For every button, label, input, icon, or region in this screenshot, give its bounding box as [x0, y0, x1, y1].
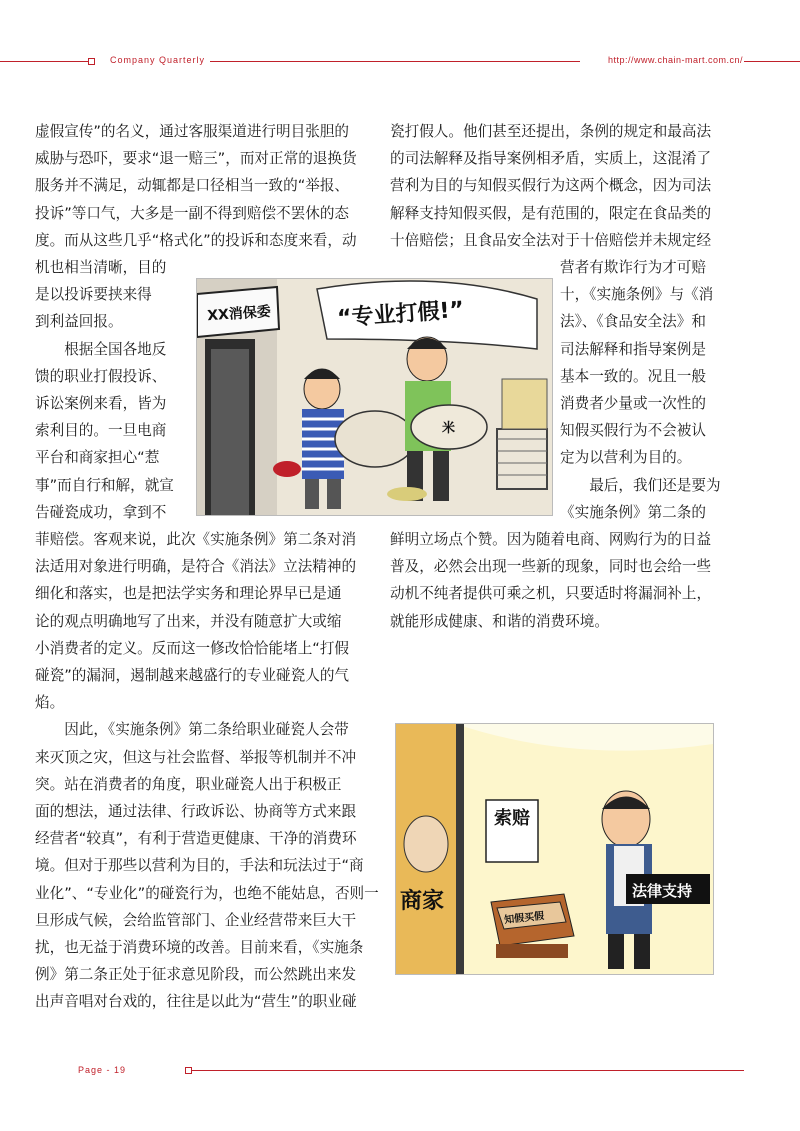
text-line: 《实施条例》第二条的	[560, 503, 706, 521]
cartoon-wall-text: 商家	[400, 889, 445, 914]
cartoon-legal-support	[395, 723, 714, 975]
text-line: 的司法解释及指导案例相矛盾，实质上，这混淆了	[390, 150, 712, 168]
text-line: 馈的职业打假投诉、	[35, 367, 167, 385]
text-line: 营利为目的与知假买假行为这两个概念，因为司法	[390, 177, 712, 195]
header-url[interactable]: http://www.chain-mart.com.cn/	[607, 55, 743, 65]
text-line: 经营者“较真”，有利于营造更健康、干净的消费环	[35, 830, 357, 848]
cartoon-bag-text: 米	[442, 421, 456, 436]
left-column	[35, 118, 380, 254]
cartoon-sign-legal-text: 法律支持	[632, 882, 693, 900]
text-line: 营者有欺诈行为才可赔	[560, 259, 706, 276]
header-rule-left	[0, 61, 88, 62]
text-line: 突。站在消费者的角度，职业碰瓷人出于积极正	[35, 775, 342, 793]
text-line: 威胁与恐吓，要求“退一赔三”，而对正常的退换货	[35, 150, 357, 168]
text-line: 扰，也无益于消费环境的改善。目前来看，《实施条	[35, 939, 364, 957]
text-line: 投诉”等口气，大多是一副不得到赔偿不罢休的态	[35, 204, 350, 222]
text-line: 服务并不满足，动辄都是口径相当一致的“举报、	[35, 177, 350, 195]
text-line: 来灭顶之灾，但这与社会监督、举报等机制并不冲	[35, 748, 357, 766]
cartoon-bubble-text: “专业打假!”	[336, 297, 465, 332]
text-line: 十，《实施条例》与《消	[560, 286, 714, 304]
right-column	[390, 118, 735, 254]
text-line: 瓷打假人。他们甚至还提出，条例的规定和最高法	[390, 123, 712, 140]
text-line: 例》第二条正处于征求意见阶段，而公然跳出来发	[35, 966, 357, 984]
text-line: 告碰瓷成功，拿到不	[35, 503, 167, 521]
right-column-wrap	[560, 254, 735, 526]
text-line: 细化和落实，也是把法学实务和理论界早已是通	[35, 585, 342, 603]
text-line: 到利益回报。	[35, 313, 123, 331]
text-line: 业化”、“专业化”的碰瓷行为，也绝不能姑息，否则一	[35, 884, 379, 902]
cartoon-paper-text: 索赔	[494, 808, 530, 829]
text-line: 境。但对于那些以营利为目的，手法和玩法过于“商	[35, 857, 364, 875]
text-line: 碰瓷”的漏洞，遏制越来越盛行的专业碰瓷人的气	[35, 667, 350, 685]
text-line: 消费者少量或一次性的	[560, 395, 706, 413]
text-line: 平台和商家担心“惹	[35, 449, 160, 467]
text-line: 机也相当清晰，目的	[35, 259, 167, 276]
text-line: 就能形成健康、和谐的消费环境。	[390, 612, 609, 630]
text-line: 论的观点明确地写了出来，并没有随意扩大或缩	[35, 612, 342, 630]
footer-rule	[192, 1070, 744, 1071]
text-line: 是以投诉要挟来得	[35, 286, 152, 304]
text-line: 司法解释和指导案例是	[560, 340, 706, 358]
cartoon-box-text: 知假买假	[503, 910, 545, 927]
cartoon-professional-counterfeit-hunters	[196, 278, 553, 516]
header-square-left	[88, 58, 95, 65]
text-line: 菲赔偿。客观来说，此次《实施条例》第二条对消	[35, 531, 357, 548]
text-line: 普及，必然会出现一些新的现象，同时也会给一些	[390, 558, 712, 576]
text-line: 诉讼案例来看，皆为	[35, 395, 167, 413]
footer-square	[185, 1067, 192, 1074]
text-line: 法》、《食品安全法》和	[560, 313, 706, 331]
text-line: 索利目的。一旦电商	[35, 422, 167, 440]
header-rule-mid	[210, 61, 580, 62]
text-line: 定为以营利为目的。	[560, 449, 692, 467]
text-line: 事”而自行和解，就宣	[35, 476, 174, 494]
header-title: Company Quarterly	[110, 55, 206, 65]
text-line: 小消费者的定义。反而这一修改恰恰能堵上“打假	[35, 639, 350, 657]
text-line: 虚假宣传”的名义，通过客服渠道进行明目张胆的	[35, 123, 350, 140]
text-line: 度。而从这些几乎“格式化”的投诉和态度来看，动	[35, 231, 357, 249]
text-line: 动机不纯者提供可乘之机，只要适时将漏洞补上，	[390, 585, 712, 603]
text-line: 法适用对象进行明确，是符合《消法》立法精神的	[35, 558, 357, 576]
text-line: 解释支持知假买假，是有范围的，限定在食品类的	[390, 204, 712, 222]
text-line: 十倍赔偿；且食品安全法对于十倍赔偿并未规定经	[390, 231, 712, 249]
text-line: 最后，我们还是要为	[560, 476, 721, 494]
text-line: 出声音唱对台戏的，往往是以此为“营生”的职业碰	[35, 993, 357, 1011]
cartoon-sign-text: XX消保委	[206, 303, 272, 325]
text-line: 鲜明立场点个赞。因为随着电商、网购行为的日益	[390, 531, 712, 548]
header-rule-right	[744, 61, 800, 62]
text-line: 焰。	[35, 694, 65, 712]
page-number: Page - 19	[78, 1065, 127, 1075]
text-line: 根据全国各地反	[35, 340, 167, 358]
text-line: 旦形成气候，会给监管部门、企业经营带来巨大干	[35, 911, 357, 929]
right-column-bottom	[390, 526, 735, 635]
left-column-bottom	[35, 526, 380, 1016]
text-line: 因此，《实施条例》第二条给职业碰瓷人会带	[35, 721, 349, 739]
text-line: 基本一致的。况且一般	[560, 367, 706, 385]
left-column-wrap	[35, 254, 185, 526]
text-line: 知假买假行为不会被认	[560, 422, 706, 440]
text-line: 面的想法，通过法律、行政诉讼、协商等方式来跟	[35, 803, 357, 821]
